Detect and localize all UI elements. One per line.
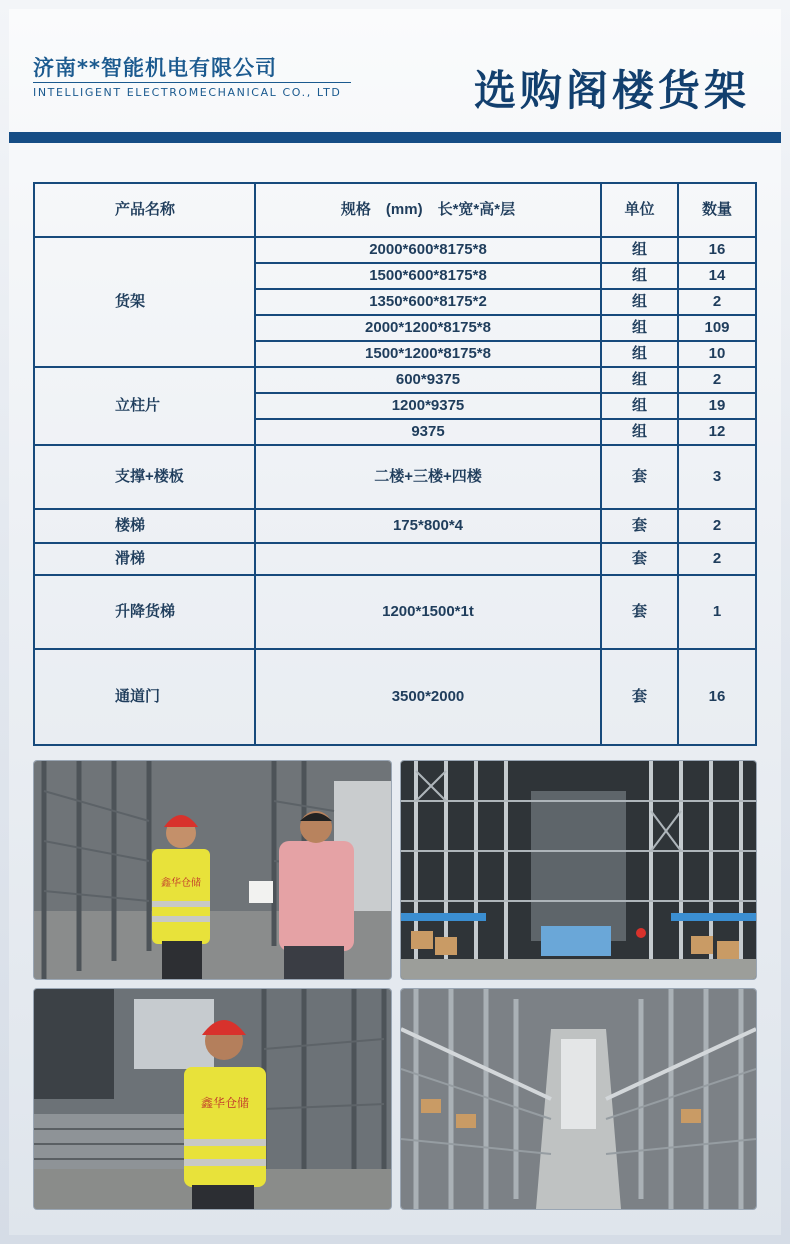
unit-cell: 套 [601, 445, 678, 509]
unit-cell: 组 [601, 263, 678, 289]
table-row [34, 367, 756, 393]
qty-cell: 16 [678, 649, 756, 745]
photo-rack-corridor [400, 988, 757, 1210]
qty-cell: 2 [678, 543, 756, 575]
table-row [34, 575, 756, 649]
qty-cell: 2 [678, 289, 756, 315]
spec-cell: 二楼+三楼+四楼 [255, 445, 601, 509]
product-name-cell: 滑梯 [34, 543, 255, 575]
company-name: 济南**智能机电有限公司 [33, 56, 277, 80]
spec-cell: 2000*600*8175*8 [255, 237, 601, 263]
col-header-qty: 数量 [678, 183, 756, 237]
qty-cell: 10 [678, 341, 756, 367]
col-header-name: 产品名称 [34, 183, 255, 237]
table-row [34, 445, 756, 509]
qty-cell: 2 [678, 509, 756, 543]
unit-cell: 套 [601, 543, 678, 575]
spec-cell: 600*9375 [255, 367, 601, 393]
table-row [34, 509, 756, 543]
product-name-cell: 支撑+楼板 [34, 445, 255, 509]
page-title: 选购阁楼货架 [473, 66, 750, 115]
table-row [34, 649, 756, 745]
unit-cell: 组 [601, 367, 678, 393]
company-english-name: INTELLIGENT ELECTROMECHANICAL CO., LTD [33, 86, 342, 99]
spec-cell: 9375 [255, 419, 601, 445]
photo-mezzanine-structure [400, 760, 757, 980]
spec-cell: 2000*1200*8175*8 [255, 315, 601, 341]
table-row [34, 543, 756, 575]
unit-cell: 组 [601, 237, 678, 263]
product-name-cell: 立柱片 [34, 367, 255, 445]
photo-warehouse-inspection [33, 760, 392, 980]
product-name-cell: 通道门 [34, 649, 255, 745]
spec-cell: 1200*9375 [255, 393, 601, 419]
spec-cell: 175*800*4 [255, 509, 601, 543]
unit-cell: 套 [601, 575, 678, 649]
qty-cell: 12 [678, 419, 756, 445]
photo-worker-materials [33, 988, 392, 1210]
unit-cell: 套 [601, 649, 678, 745]
product-name-cell: 升降货梯 [34, 575, 255, 649]
unit-cell: 组 [601, 289, 678, 315]
spec-cell: 1500*1200*8175*8 [255, 341, 601, 367]
qty-cell: 2 [678, 367, 756, 393]
spec-table [33, 182, 757, 746]
vest-text: 鑫华仓储 [161, 878, 201, 889]
unit-cell: 组 [601, 393, 678, 419]
col-header-spec: 规格 (mm) 长*宽*高*层 [255, 183, 601, 237]
header-band [9, 132, 781, 143]
table-header-row [34, 183, 756, 237]
spec-cell [255, 543, 601, 575]
qty-cell: 1 [678, 575, 756, 649]
col-header-unit: 单位 [601, 183, 678, 237]
unit-cell: 组 [601, 341, 678, 367]
unit-cell: 组 [601, 315, 678, 341]
table-row [34, 237, 756, 263]
qty-cell: 19 [678, 393, 756, 419]
company-divider [33, 82, 351, 83]
product-name-cell: 货架 [34, 237, 255, 367]
vest-text: 鑫华仓储 [200, 1096, 250, 1110]
product-name-cell: 楼梯 [34, 509, 255, 543]
qty-cell: 3 [678, 445, 756, 509]
unit-cell: 套 [601, 509, 678, 543]
spec-cell: 1200*1500*1t [255, 575, 601, 649]
spec-cell: 1500*600*8175*8 [255, 263, 601, 289]
unit-cell: 组 [601, 419, 678, 445]
qty-cell: 109 [678, 315, 756, 341]
spec-cell: 1350*600*8175*2 [255, 289, 601, 315]
spec-cell: 3500*2000 [255, 649, 601, 745]
qty-cell: 14 [678, 263, 756, 289]
qty-cell: 16 [678, 237, 756, 263]
